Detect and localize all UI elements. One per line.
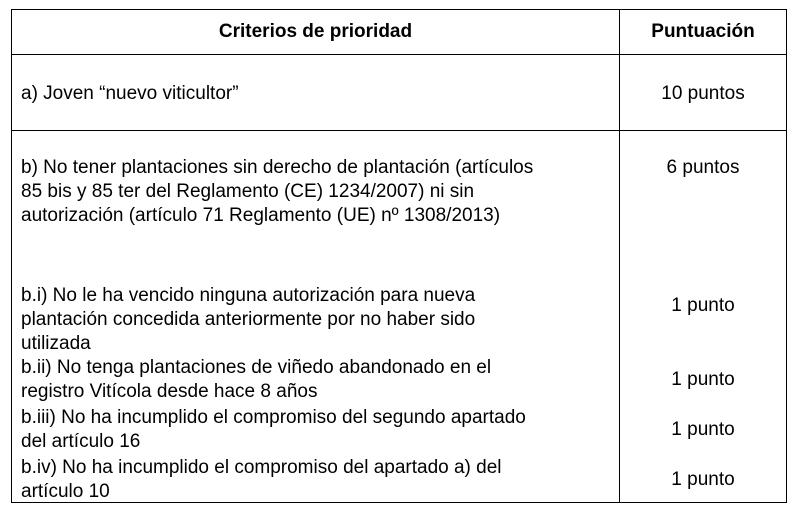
criterion-b-i-points: 1 punto (671, 295, 735, 316)
criterion-b-iv-text: b.iv) No ha incumplido el compromiso del apartado a) del artículo 10 (21, 457, 502, 502)
header-divider (12, 54, 786, 55)
criterion-b-iv-points: 1 punto (671, 469, 735, 490)
criterion-b-iii-text: b.iii) No ha incumplido el compromiso del segundo apartado del artículo 16 (21, 407, 526, 452)
criterion-b-text: b) No tener plantaciones sin derecho de plantación (artículos 85 bis y 85 ter del Reglamento (CE) 1234/2007) ni sin autorización (artículo 71 Reglamento (UE) nº 1308/2013) (21, 157, 534, 226)
criterion-b-iii-points: 1 punto (671, 419, 735, 440)
criteria-column-header: Criterios de prioridad (218, 21, 413, 42)
criterion-a-text: a) Joven “nuevo viticultor” (21, 83, 239, 104)
criterion-b-ii-text: b.ii) No tenga plantaciones de viñedo abandonado en el registro Vitícola desde hace 8 años (21, 357, 492, 402)
criterion-a-points: 10 puntos (661, 83, 745, 104)
criterion-b-i-text: b.i) No le ha vencido ninguna autorización para nueva plantación concedida anteriormente por no haber sido utilizada (21, 285, 476, 354)
priority-criteria-table (11, 9, 787, 503)
row-divider (12, 130, 786, 131)
score-column-header: Puntuación (651, 21, 755, 42)
criterion-b-ii-points: 1 punto (671, 369, 735, 390)
criterion-b-points: 6 puntos (666, 157, 740, 178)
